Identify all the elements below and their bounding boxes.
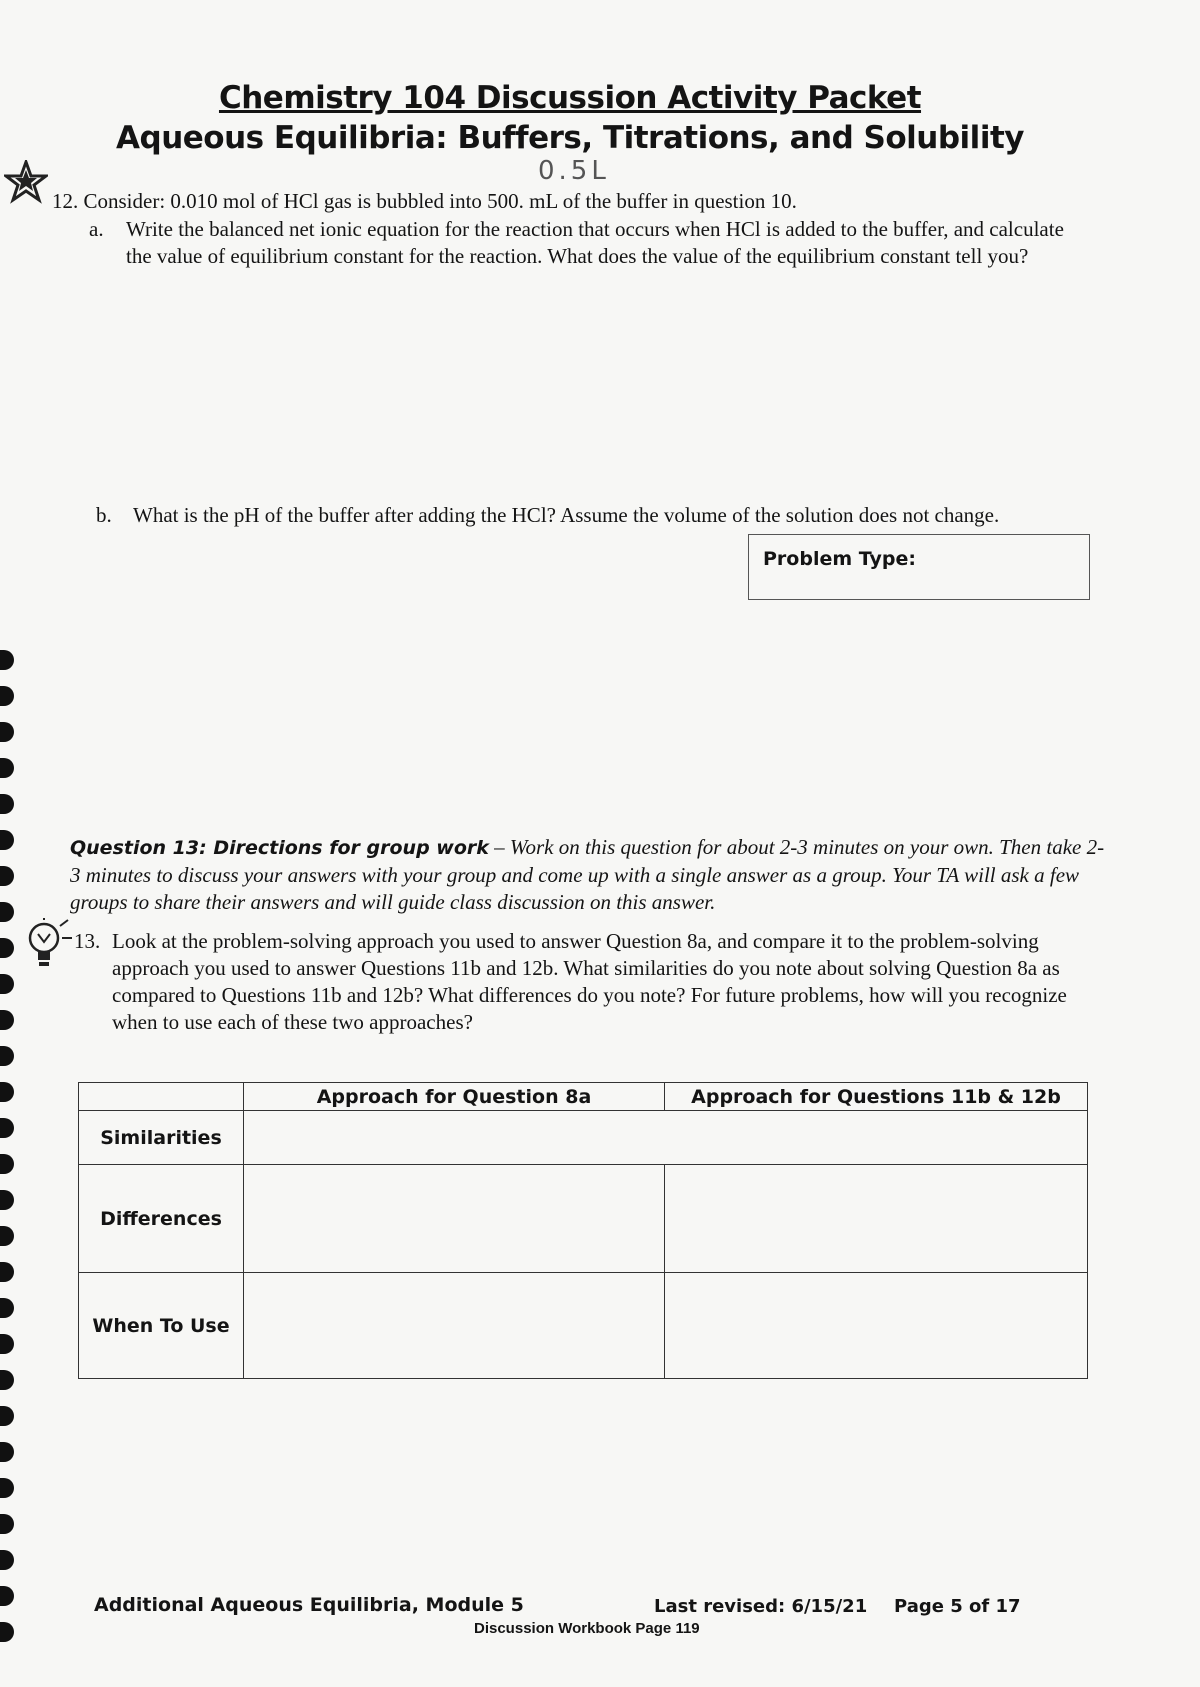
question-12a-text: Write the balanced net ionic equation for the reaction that occurs when HCl is added to the buffer, and calculate the value of equilibrium constant for the reaction. What does the value of the equilibrium constant tell you? [126,217,1064,268]
spiral-binding [0,650,24,1687]
spiral-ring [0,1334,14,1354]
spiral-ring [0,1622,14,1642]
spiral-ring [0,686,14,706]
table-row-when-to-use [79,1273,1088,1379]
footer-module: Additional Aqueous Equilibria, Module 5 [94,1594,524,1616]
spiral-ring [0,1514,14,1534]
spiral-ring [0,650,14,670]
when-to-use-11b-12b-cell[interactable] [665,1273,1088,1379]
row-label-when-to-use: When To Use [79,1273,244,1379]
row-label-differences: Differences [79,1165,244,1273]
spiral-ring [0,1406,14,1426]
directions-label: Question 13: Directions for group work [70,837,489,859]
question-12a-letter: a. [89,217,104,241]
spiral-ring [0,1478,14,1498]
spiral-ring [0,866,14,886]
spiral-ring [0,1190,14,1210]
spiral-ring [0,794,14,814]
question-12b-text: What is the pH of the buffer after adding the HCl? Assume the volume of the solution does not change. [133,503,1000,527]
similarities-answer-cell[interactable] [244,1111,1088,1165]
handwritten-note: 0.5L [538,156,610,186]
question-12b-letter: b. [96,503,112,527]
when-to-use-8a-cell[interactable] [244,1273,665,1379]
spiral-ring [0,722,14,742]
table-row-similarities [79,1111,1088,1165]
star-icon [4,160,48,204]
directions-text: – Work on this question for about 2-3 minutes on your own. Then take 2-3 minutes to discuss your answers with your group and come up with a single answer as a group. Your TA will ask a few groups to share their answers and will guide class discussion on this answer. [70,835,1105,914]
differences-8a-cell[interactable] [244,1165,665,1273]
footer-last-revised: Last revised: 6/15/21 [654,1596,868,1617]
footer-workbook-page: Discussion Workbook Page 119 [474,1620,700,1637]
question-12-number: 12. [52,189,79,213]
spiral-ring [0,1550,14,1570]
problem-type-label: Problem Type: [763,548,916,570]
differences-11b-12b-cell[interactable] [665,1165,1088,1273]
question-12-text [52,188,1112,215]
table-header-questions-11b-12b: Approach for Questions 11b & 12b [665,1083,1088,1111]
spiral-ring [0,902,14,922]
row-label-similarities: Similarities [79,1111,244,1165]
spiral-ring [0,1370,14,1390]
spiral-ring [0,1226,14,1246]
question-13-number: 13. [74,929,101,953]
packet-subtitle: Aqueous Equilibria: Buffers, Titrations, and Solubility [116,120,1024,156]
spiral-ring [0,1442,14,1462]
table-header-question-8a: Approach for Question 8a [244,1083,665,1111]
question-13-text: Look at the problem-solving approach you used to answer Question 8a, and compare it to the problem-solving approach you used to answer Questions 11b and 12b. What similarities do you note about solving Question 8a as compared to Questions 11b and 12b? What differences do you note? For future problems, how will you recognize when to use each of these two approaches? [112,929,1067,1034]
packet-title: Chemistry 104 Discussion Activity Packet [218,80,922,116]
spiral-ring [0,1586,14,1606]
spiral-ring [0,1154,14,1174]
footer-page-number: Page 5 of 17 [894,1596,1021,1617]
spiral-ring [0,974,14,994]
spiral-ring [0,1118,14,1138]
spiral-ring [0,1082,14,1102]
spiral-ring [0,1262,14,1282]
spiral-ring [0,758,14,778]
problem-type-box[interactable] [748,534,1090,600]
group-work-directions [70,834,1110,916]
spiral-ring [0,830,14,850]
spiral-ring [0,1298,14,1318]
spiral-ring [0,938,14,958]
table-row-differences [79,1165,1088,1273]
spiral-ring [0,1010,14,1030]
spiral-ring [0,1046,14,1066]
table-header-row [79,1083,1088,1111]
table-header-blank [79,1083,244,1111]
lightbulb-icon [24,918,76,974]
question-12-prompt: Consider: 0.010 mol of HCl gas is bubbled into 500. mL of the buffer in question 10. [83,189,797,213]
approach-comparison-table [78,1082,1088,1379]
